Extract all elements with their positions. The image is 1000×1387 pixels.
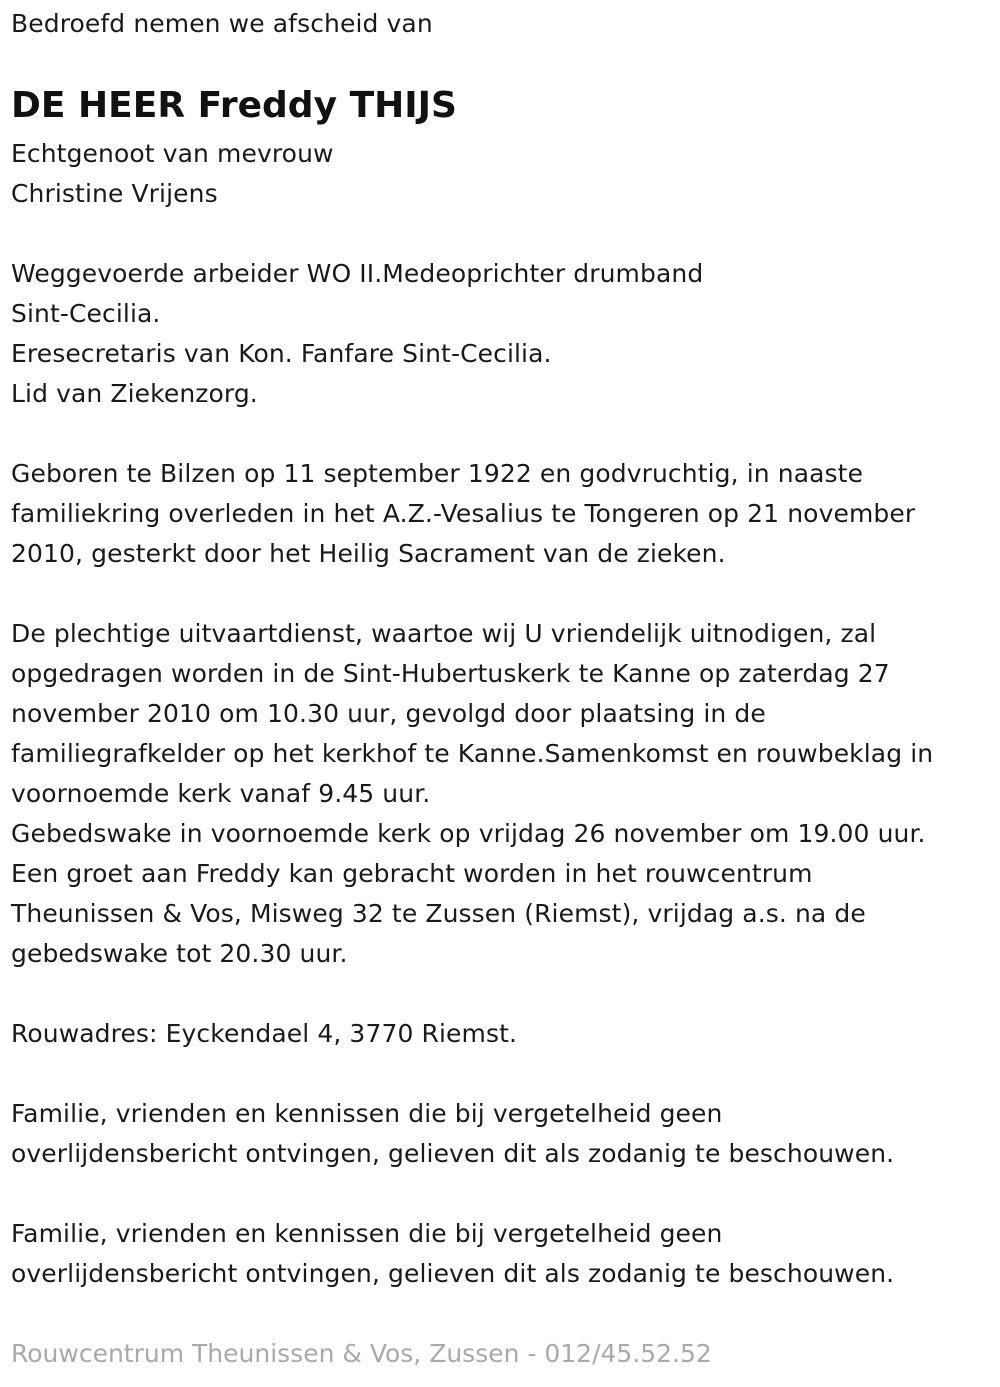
service-line: gebedswake tot 20.30 uur. [11,939,348,968]
roles-line: Eresecretaris van Kon. Fanfare Sint-Cecilia. [11,339,552,368]
service-line: Een groet aan Freddy kan gebracht worden in het rouwcentrum [11,859,813,888]
roles-block [11,254,703,414]
service-line: november 2010 om 10.30 uur, gevolgd door plaatsing in de [11,699,766,728]
notice-block-2 [11,1214,894,1294]
spouse-line: Christine Vrijens [11,179,218,208]
notice-line: Familie, vrienden en kennissen die bij vergetelheid geen [11,1219,723,1248]
notice-line: overlijdensbericht ontvingen, gelieven dit als zodanig te beschouwen. [11,1139,895,1168]
birth-death-block [11,454,915,574]
roles-line: Weggevoerde arbeider WO II.Medeoprichter drumband [11,259,704,288]
spouse-line: Echtgenoot van mevrouw [11,139,334,168]
roles-line: Lid van Ziekenzorg. [11,379,258,408]
roles-line: Sint-Cecilia. [11,299,161,328]
service-line: familiegrafkelder op het kerkhof te Kanne.Samenkomst en rouwbeklag in [11,739,934,768]
intro-text: Bedroefd nemen we afscheid van [11,9,433,38]
notice-line: Familie, vrienden en kennissen die bij vergetelheid geen [11,1099,723,1128]
service-block [11,614,933,974]
notice-line: overlijdensbericht ontvingen, gelieven dit als zodanig te beschouwen. [11,1259,895,1288]
birth-death-line: familiekring overleden in het A.Z.-Vesalius te Tongeren op 21 november [11,499,916,528]
spouse-block [11,134,334,214]
address-block [11,1014,517,1054]
birth-death-line: Geboren te Bilzen op 11 september 1922 en godvruchtig, in naaste [11,459,864,488]
service-line: opgedragen worden in de Sint-Hubertuskerk te Kanne op zaterdag 27 [11,659,890,688]
service-line: voornoemde kerk vanaf 9.45 uur. [11,779,431,808]
service-line: De plechtige uitvaartdienst, waartoe wij U vriendelijk uitnodigen, zal [11,619,877,648]
birth-death-line: 2010, gesterkt door het Heilig Sacrament van de zieken. [11,539,726,568]
funeral-home-footer: Rouwcentrum Theunissen & Vos, Zussen - 012/45.52.52 [11,1339,712,1368]
deceased-name: DE HEER Freddy THIJS [11,85,457,126]
service-line: Theunissen & Vos, Misweg 32 te Zussen (Riemst), vrijdag a.s. na de [11,899,866,928]
mourning-address: Rouwadres: Eyckendael 4, 3770 Riemst. [11,1019,518,1048]
notice-block-1 [11,1094,894,1174]
service-line: Gebedswake in voornoemde kerk op vrijdag 26 november om 19.00 uur. [11,819,926,848]
